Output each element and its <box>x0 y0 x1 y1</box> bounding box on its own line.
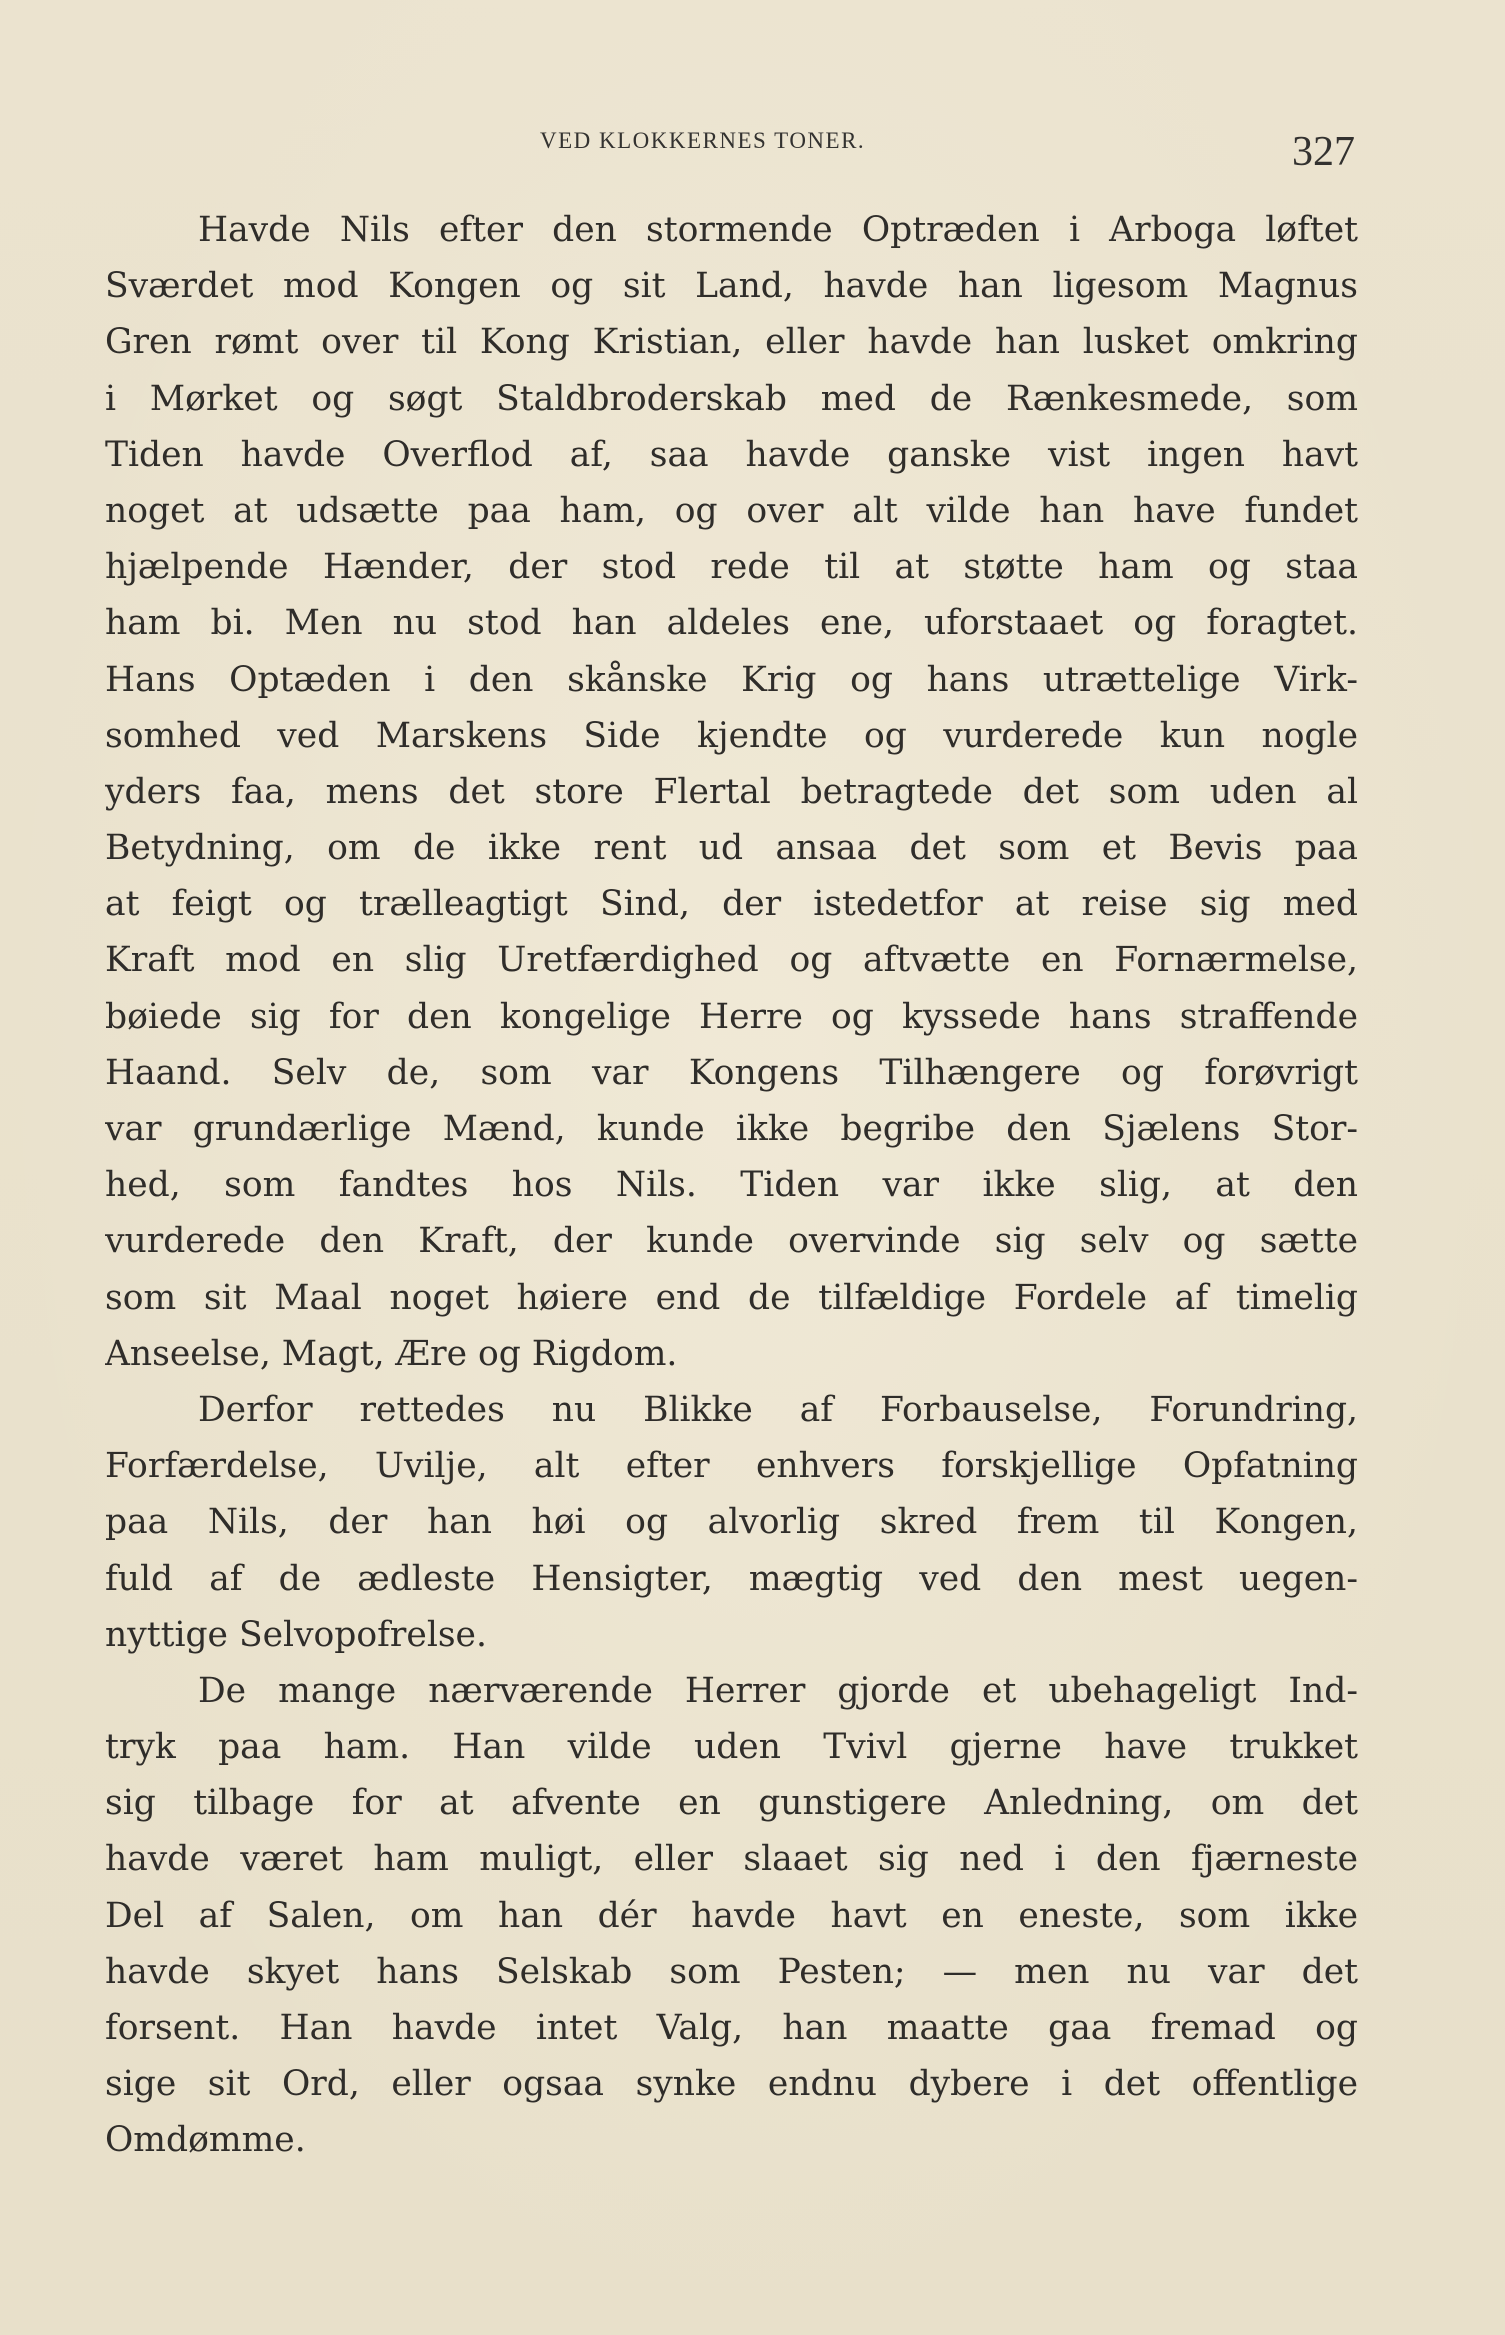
page-number: 327 <box>1292 129 1355 175</box>
text-line: Sværdet mod Kongen og sit Land, havde han ligesom Magnus <box>105 266 1358 307</box>
text-line: ham bi. Men nu stod han aldeles ene, uforstaaet og foragtet. <box>105 603 1358 644</box>
body-text <box>105 202 1358 2169</box>
text-line: Hans Optæden i den skånske Krig og hans utrættelige Virk- <box>105 659 1358 700</box>
text-line: Tiden havde Overflod af, saa havde ganske vist ingen havt <box>105 434 1358 475</box>
text-line: forsent. Han havde intet Valg, han maatte gaa fremad og <box>105 2008 1358 2048</box>
text-line: nyttige Selvopofrelse. <box>105 1614 487 1655</box>
text-line: bøiede sig for den kongelige Herre og kyssede hans straffende <box>105 996 1358 1037</box>
text-line: vurderede den Kraft, der kunde overvinde sig selv og sætte <box>105 1221 1358 1262</box>
text-line: hed, som fandtes hos Nils. Tiden var ikke slig, at den <box>105 1165 1358 1206</box>
text-line: Anseelse, Magt, Ære og Rigdom. <box>105 1333 678 1374</box>
text-line: sig tilbage for at afvente en gunstigere Anledning, om det <box>105 1783 1358 1824</box>
text-line: Forfærdelse, Uvilje, alt efter enhvers forskjellige Opfatning <box>105 1446 1358 1487</box>
text-line: De mange nærværende Herrer gjorde et ubehageligt Ind- <box>198 1670 1358 1711</box>
text-line: Kraft mod en slig Uretfærdighed og aftvætte en Fornærmelse, <box>105 940 1358 981</box>
text-line: Derfor rettedes nu Blikke af Forbauselse, Forundring, <box>198 1389 1358 1430</box>
text-line: var grundærlige Mænd, kunde ikke begribe den Sjælens Stor- <box>105 1109 1358 1149</box>
text-line: Del af Salen, om han dér havde havt en eneste, som ikke <box>105 1895 1358 1936</box>
text-line: tryk paa ham. Han vilde uden Tvivl gjerne have trukket <box>105 1727 1358 1768</box>
text-line: Betydning, om de ikke rent ud ansaa det som et Bevis paa <box>105 828 1358 869</box>
text-line: noget at udsætte paa ham, og over alt vilde han have fundet <box>105 490 1358 531</box>
text-line: sige sit Ord, eller ogsaa synke endnu dybere i det offentlige <box>105 2064 1358 2105</box>
text-line: havde skyet hans Selskab som Pesten; — men nu var det <box>105 1951 1358 1992</box>
text-line: i Mørket og søgt Staldbroderskab med de Rænkesmede, som <box>105 378 1358 419</box>
text-line: som sit Maal noget høiere end de tilfældige Fordele af timelig <box>105 1277 1358 1318</box>
text-line: paa Nils, der han høi og alvorlig skred frem til Kongen, <box>105 1502 1358 1543</box>
text-line: fuld af de ædleste Hensigter, mægtig ved den mest uegen- <box>105 1558 1358 1599</box>
running-header-title: VED KLOKKERNES TONER. <box>540 128 866 153</box>
text-line: Gren rømt over til Kong Kristian, eller havde han lusket omkring <box>105 322 1358 363</box>
text-line: yders faa, mens det store Flertal betragtede det som uden al <box>105 771 1358 812</box>
text-line: havde været ham muligt, eller slaaet sig ned i den fjærneste <box>105 1839 1358 1880</box>
text-line: somhed ved Marskens Side kjendte og vurderede kun nogle <box>105 715 1358 756</box>
text-line: at feigt og trælleagtigt Sind, der istedetfor at reise sig med <box>105 884 1358 925</box>
text-line: Haand. Selv de, som var Kongens Tilhængere og forøvrigt <box>105 1052 1358 1093</box>
text-line: Havde Nils efter den stormende Optræden i Arboga løftet <box>198 210 1358 250</box>
text-line: hjælpende Hænder, der stod rede til at støtte ham og staa <box>105 547 1358 588</box>
text-line: Omdømme. <box>105 2120 306 2161</box>
